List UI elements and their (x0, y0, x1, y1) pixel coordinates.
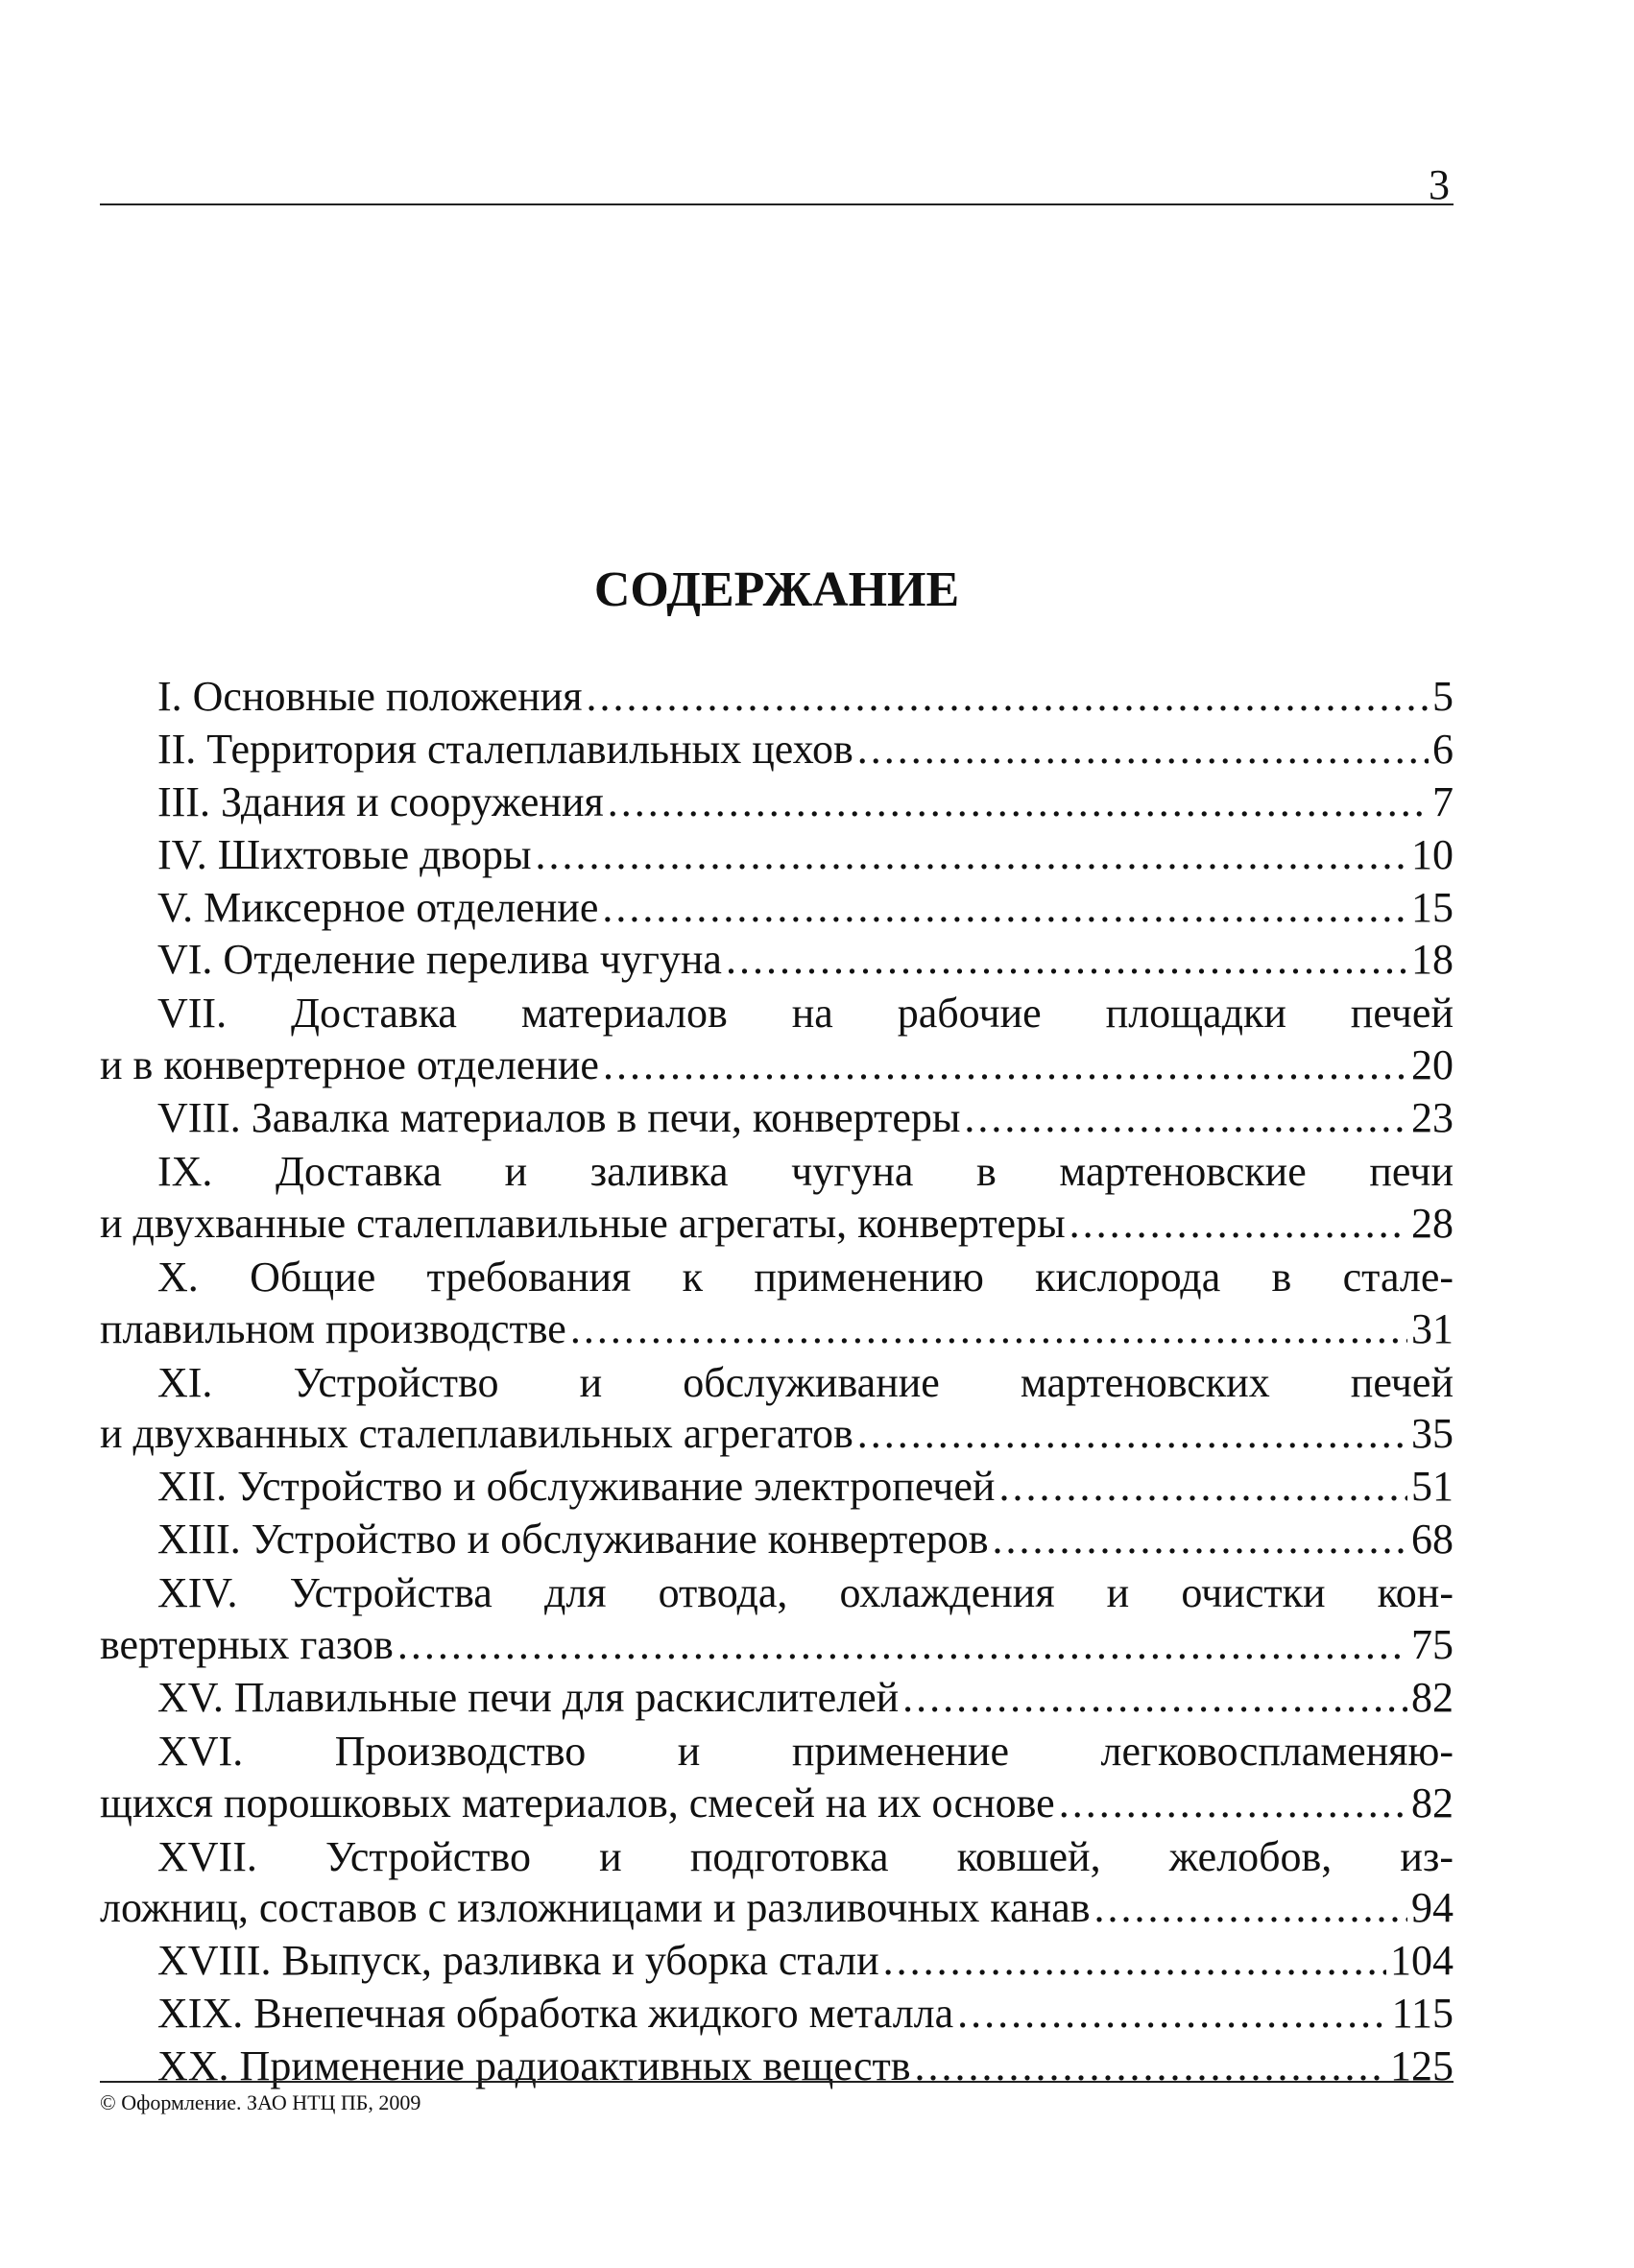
toc-entry-line (100, 1515, 1454, 1567)
toc-entry-text: X. Общие требования к применению кислорода в стале- (157, 1253, 1454, 1301)
toc-page-number: 94 (1411, 1884, 1454, 1932)
toc-entry-text: VII. Доставка материалов на рабочие площадки печей (157, 990, 1454, 1038)
toc-entry-line (100, 1936, 1454, 1989)
toc-entry-text: IX. Доставка и заливка чугуна в мартеновские печи (157, 1148, 1454, 1196)
dot-leader (726, 935, 1407, 984)
copyright-notice: © Оформление. ЗАО НТЦ ПБ, 2009 (100, 2090, 421, 2114)
dot-leader (883, 1936, 1386, 1985)
dot-leader (603, 1040, 1407, 1089)
toc-entry-text: XI. Устройство и обслуживание мартеновских печей (157, 1358, 1454, 1406)
dot-leader (608, 777, 1429, 826)
toc-entry-text: VIII. Завалка материалов в печи, конвертеры (157, 1094, 961, 1142)
toc-entry-line (100, 725, 1454, 777)
toc-entry-line (100, 2041, 1454, 2094)
toc-page-number: 7 (1432, 777, 1454, 825)
table-of-contents (100, 672, 1454, 2094)
dot-leader (857, 1409, 1407, 1458)
toc-page-number: 23 (1411, 1094, 1454, 1142)
toc-entry-line (100, 1093, 1454, 1146)
toc-page-number: 82 (1411, 1673, 1454, 1721)
toc-entry-line (100, 1989, 1454, 2041)
footer-rule (100, 2081, 1454, 2083)
toc-entry-line (100, 1831, 1454, 1884)
dot-leader (1069, 1199, 1407, 1248)
toc-entry-text: I. Основные положения (157, 673, 583, 720)
toc-page-number: 28 (1411, 1199, 1454, 1247)
dot-leader (586, 672, 1429, 721)
toc-entry-line (100, 1357, 1454, 1410)
toc-page-number: 125 (1390, 2042, 1454, 2090)
dot-leader (570, 1304, 1407, 1353)
toc-page-number: 75 (1411, 1621, 1454, 1669)
dot-leader (536, 830, 1407, 879)
toc-entry-text: XVII. Устройство и подготовка ковшей, желобов, из- (157, 1832, 1454, 1880)
page-number: 3 (1429, 161, 1450, 208)
toc-entry-line (100, 1146, 1454, 1199)
toc-page-number: 104 (1390, 1937, 1454, 1985)
toc-page-number: 20 (1411, 1041, 1454, 1089)
toc-entry-line (100, 883, 1454, 936)
toc-entry-text: II. Территория сталеплавильных цехов (157, 725, 853, 773)
toc-title: СОДЕРЖАНИЕ (593, 562, 960, 617)
toc-entry-text: ложниц, составов с изложницами и разливочных канав (100, 1884, 1091, 1932)
toc-page-number: 31 (1411, 1304, 1454, 1352)
toc-entry-line (100, 1304, 1454, 1357)
toc-entry-text: XVIII. Выпуск, разливка и уборка стали (157, 1937, 879, 1985)
dot-leader (993, 1515, 1408, 1564)
toc-entry-text: VI. Отделение перелива чугуна (157, 936, 722, 984)
toc-entry-line (100, 672, 1454, 725)
toc-entry-text: XIII. Устройство и обслуживание конвертеров (157, 1516, 989, 1564)
toc-page-number: 15 (1411, 883, 1454, 931)
dot-leader (914, 2041, 1386, 2090)
toc-entry-text: XX. Применение радиоактивных веществ (157, 2042, 911, 2090)
dot-leader (1094, 1883, 1407, 1932)
toc-entry-text: XII. Устройство и обслуживание электропечей (157, 1463, 996, 1511)
toc-entry-text: III. Здания и сооружения (157, 777, 604, 825)
dot-leader (602, 883, 1407, 932)
toc-entry-line (100, 1040, 1454, 1093)
toc-page-number: 10 (1411, 830, 1454, 878)
toc-entry-line (100, 1620, 1454, 1673)
toc-entry-text: щихся порошковых материалов, смесей на их основе (100, 1779, 1055, 1826)
dot-leader (957, 1989, 1387, 2038)
toc-page-number: 6 (1432, 725, 1454, 773)
toc-page-number: 115 (1391, 1990, 1454, 2038)
toc-entry-text: V. Миксерное отделение (157, 883, 599, 931)
dot-leader (964, 1093, 1407, 1142)
toc-entry-text: вертерных газов (100, 1621, 394, 1669)
toc-page-number: 35 (1411, 1410, 1454, 1458)
toc-entry-text: XIX. Внепечная обработка жидкого металла (157, 1990, 954, 2038)
dot-leader (998, 1462, 1407, 1511)
toc-page-number: 68 (1411, 1516, 1454, 1564)
dot-leader (397, 1620, 1407, 1669)
dot-leader (857, 725, 1429, 774)
toc-entry-line (100, 1673, 1454, 1726)
toc-entry-text: и двухванных сталеплавильных агрегатов (100, 1410, 853, 1458)
toc-entry-text: и двухванные сталеплавильные агрегаты, конвертеры (100, 1199, 1066, 1247)
toc-entry-text: XV. Плавильные печи для раскислителей (157, 1673, 900, 1721)
toc-entry-text: XIV. Устройства для отвода, охлаждения и очистки кон- (157, 1569, 1454, 1617)
toc-page-number: 5 (1432, 673, 1454, 720)
toc-entry-text: плавильном производстве (100, 1304, 566, 1352)
toc-entry-text: и в конвертерное отделение (100, 1041, 599, 1089)
toc-entry-text: XVI. Производство и применение легковоспламеняю- (157, 1727, 1454, 1775)
toc-entry-text: IV. Шихтовые дворы (157, 830, 532, 878)
toc-page-number: 51 (1411, 1463, 1454, 1511)
toc-entry-line (100, 1462, 1454, 1515)
toc-entry-line (100, 1567, 1454, 1620)
toc-entry-line (100, 935, 1454, 988)
toc-page-number: 18 (1411, 936, 1454, 984)
toc-entry-line (100, 1883, 1454, 1936)
toc-entry-line (100, 1779, 1454, 1831)
toc-entry-line (100, 988, 1454, 1040)
toc-entry-line (100, 777, 1454, 830)
dot-leader (1059, 1779, 1407, 1827)
toc-entry-line (100, 1252, 1454, 1304)
header-rule (100, 203, 1454, 205)
toc-entry-line (100, 830, 1454, 883)
toc-entry-line (100, 1726, 1454, 1779)
toc-entry-line (100, 1199, 1454, 1252)
dot-leader (902, 1673, 1407, 1722)
toc-entry-line (100, 1409, 1454, 1462)
toc-page-number: 82 (1411, 1779, 1454, 1826)
